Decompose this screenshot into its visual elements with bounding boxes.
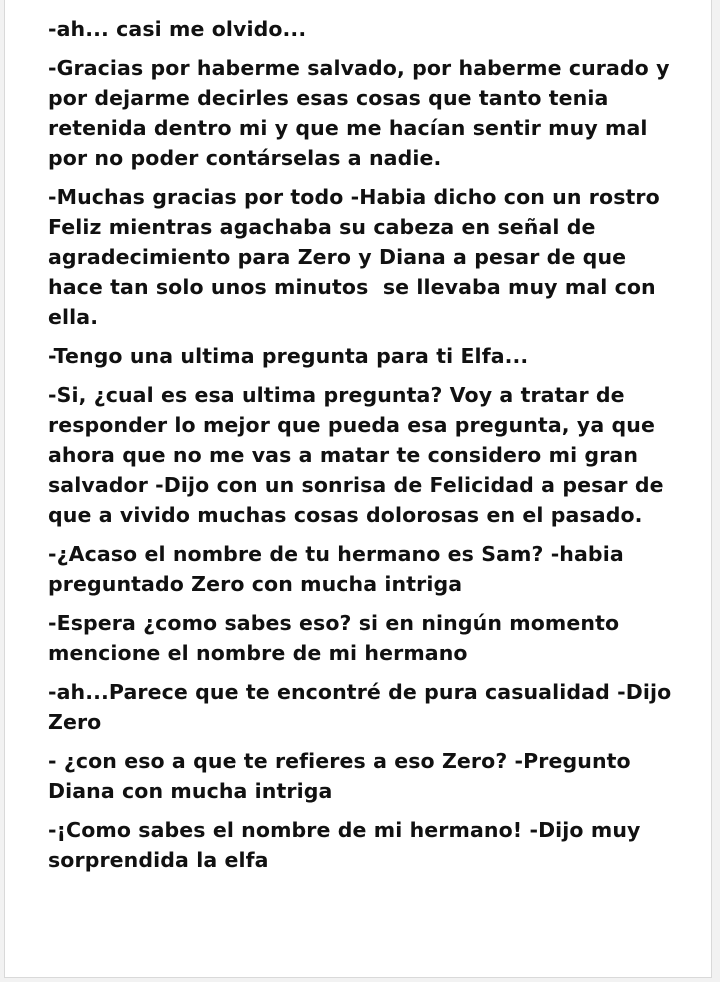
paragraph: -ah... casi me olvido... [48, 17, 307, 41]
paragraph: -¿Acaso el nombre de tu hermano es Sam? -habia preguntado Zero con mucha intriga [48, 542, 632, 596]
paragraph: -Gracias por haberme salvado, por haberme curado y por dejarme decirles esas cosas que tanto tenia retenida dentro mi y que me hacían sentir muy mal por no poder contárselas a nadie. [48, 56, 677, 170]
paragraph: -Espera ¿como sabes eso? si en ningún momento mencione el nombre de mi hermano [48, 611, 627, 665]
paragraph: -Tengo una ultima pregunta para ti Elfa... [48, 344, 529, 368]
story-text [48, 14, 688, 884]
paragraph: -¡Como sabes el nombre de mi hermano! -Dijo muy sorprendida la elfa [48, 818, 648, 872]
document-page [4, 0, 712, 978]
paragraph: - ¿con eso a que te refieres a eso Zero? -Pregunto Diana con mucha intriga [48, 749, 638, 803]
paragraph: -ah...Parece que te encontré de pura casualidad -Dijo Zero [48, 680, 679, 734]
paragraph: -Muchas gracias por todo -Habia dicho con un rostro Feliz mientras agachaba su cabeza en señal de agradecimiento para Zero y Diana a pesar de que hace tan solo unos minutos se llevaba muy mal con ella. [48, 185, 668, 329]
paragraph: -Si, ¿cual es esa ultima pregunta? Voy a tratar de responder lo mejor que pueda esa pregunta, ya que ahora que no me vas a matar te considero mi gran salvador -Dijo con un sonrisa de Felicidad a pesar de que a vivido muchas cosas dolorosas en el pasado. [48, 383, 671, 527]
